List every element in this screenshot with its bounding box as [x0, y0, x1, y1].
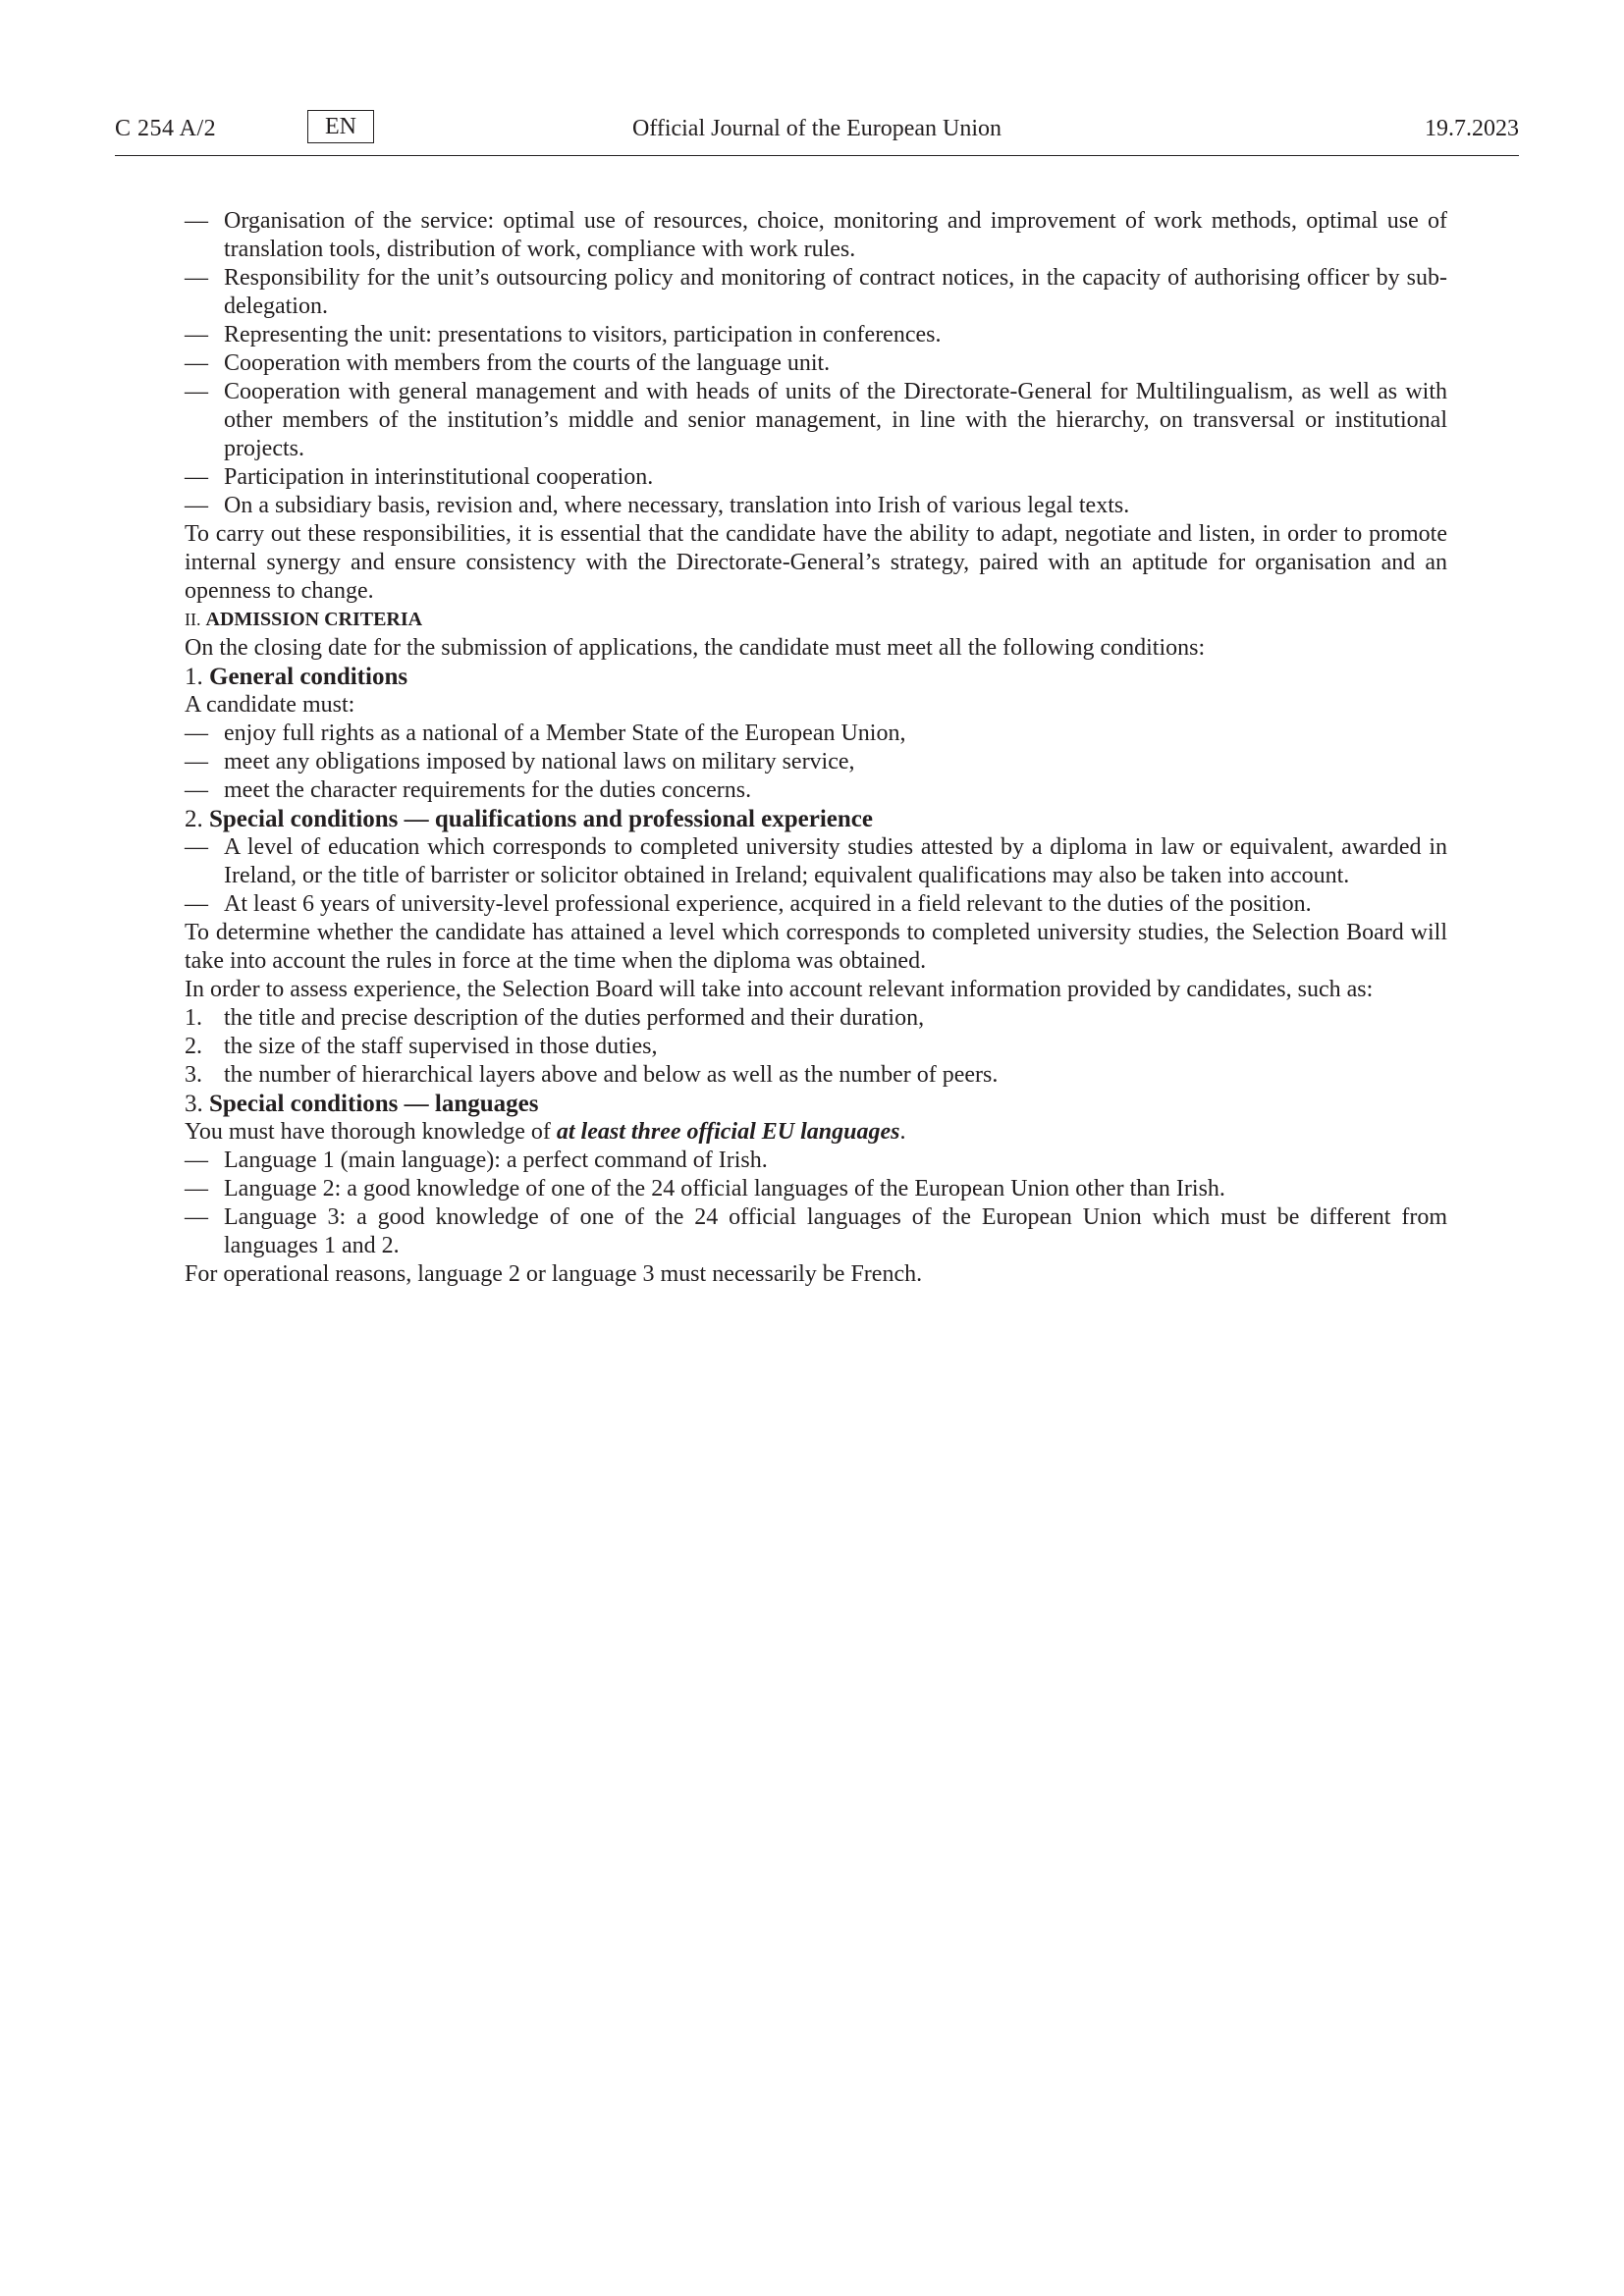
dash-marker: — — [185, 721, 208, 746]
list-item — [185, 1203, 1447, 1260]
numbered-item-text: the title and precise description of the duties performed and their duration, — [224, 1005, 925, 1031]
subsection-heading — [185, 805, 1447, 833]
list-item — [185, 349, 1447, 378]
page-header — [115, 110, 1519, 156]
dash-marker: — — [185, 379, 208, 404]
dash-marker: — — [185, 777, 208, 803]
subsection-heading — [185, 663, 1447, 691]
subsection-number: 2. — [185, 806, 203, 832]
responsibilities-paragraph: To carry out these responsibilities, it is essential that the candidate have the ability to adapt, negotiate and listen, in order to promote internal synergy and ensure consistency with the Directorate-General’s strategy, paired with an aptitude for organisation and an openness to change. — [185, 521, 1447, 604]
item-number: 2. — [185, 1034, 202, 1059]
list-item — [185, 463, 1447, 492]
publication-date: 19.7.2023 — [1425, 116, 1519, 141]
dash-marker: — — [185, 265, 208, 291]
dash-marker: — — [185, 350, 208, 376]
languages-intro — [185, 1118, 1447, 1147]
item-number: 3. — [185, 1062, 202, 1088]
dash-marker: — — [185, 208, 208, 234]
subsection-number: 3. — [185, 1091, 203, 1117]
dash-marker: — — [185, 834, 208, 860]
dash-marker: — — [185, 464, 208, 490]
list-item-text: Language 1 (main language): a perfect command of Irish. — [224, 1148, 768, 1173]
document-body — [185, 207, 1447, 1289]
section-intro: On the closing date for the submission of applications, the candidate must meet all the following conditions: — [185, 635, 1206, 661]
intro-end: . — [899, 1119, 906, 1145]
list-item-text: Organisation of the service: optimal use of resources, choice, monitoring and improvement of work methods, optimal use of translation tools, distribution of work, compliance with work rules. — [224, 208, 1447, 262]
list-item — [185, 748, 1447, 776]
list-item-text: Cooperation with members from the courts of the language unit. — [224, 350, 831, 376]
list-item-text: Language 3: a good knowledge of one of the 24 official languages of the European Union which must be different from languages 1 and 2. — [224, 1204, 1447, 1258]
dash-marker: — — [185, 749, 208, 774]
dash-marker: — — [185, 891, 208, 917]
dash-marker: — — [185, 1204, 208, 1230]
list-item-text: On a subsidiary basis, revision and, where necessary, translation into Irish of various legal texts. — [224, 493, 1130, 518]
journal-title: Official Journal of the European Union — [631, 116, 1002, 141]
dash-marker: — — [185, 322, 208, 347]
diploma-paragraph: To determine whether the candidate has attained a level which corresponds to completed university studies, the Selection Board will take into account the rules in force at the time when the diploma was obtained. — [185, 920, 1447, 974]
numbered-item-text: the number of hierarchical layers above and below as well as the number of peers. — [224, 1062, 999, 1088]
list-item — [185, 264, 1447, 321]
experience-paragraph: In order to assess experience, the Selection Board will take into account relevant information provided by candidates, such as: — [185, 977, 1374, 1002]
dash-marker: — — [185, 1148, 208, 1173]
list-item — [185, 1147, 1447, 1175]
emphasis-text: at least three official EU languages — [556, 1119, 900, 1145]
list-item — [185, 890, 1447, 919]
list-item — [185, 321, 1447, 349]
dash-marker: — — [185, 493, 208, 518]
numbered-item — [185, 1033, 1447, 1061]
list-item-text: Participation in interinstitutional cooperation. — [224, 464, 654, 490]
journal-reference: C 254 A/2 — [115, 116, 217, 141]
list-item-text: Representing the unit: presentations to visitors, participation in conferences. — [224, 322, 942, 347]
intro-text: You must have thorough knowledge of — [185, 1119, 557, 1145]
numbered-item — [185, 1061, 1447, 1090]
list-item-text: At least 6 years of university-level professional experience, acquired in a field relevant to the duties of the position. — [224, 891, 1312, 917]
subsection-title: Special conditions — qualifications and professional experience — [209, 806, 873, 832]
list-item-text: meet any obligations imposed by national laws on military service, — [224, 749, 855, 774]
list-item — [185, 207, 1447, 264]
list-item — [185, 492, 1447, 520]
list-item — [185, 378, 1447, 463]
section-title: ADMISSION CRITERIA — [205, 609, 423, 630]
section-number: II. — [185, 610, 201, 629]
list-item — [185, 776, 1447, 805]
item-number: 1. — [185, 1005, 202, 1031]
list-item-text: Language 2: a good knowledge of one of the 24 official languages of the European Union other than Irish. — [224, 1176, 1225, 1201]
dash-marker: — — [185, 1176, 208, 1201]
subsection-title: General conditions — [209, 664, 408, 690]
list-item — [185, 833, 1447, 890]
list-item-text: Responsibility for the unit’s outsourcing policy and monitoring of contract notices, in the capacity of authorising officer by sub-delegation. — [224, 265, 1447, 319]
subsection-heading — [185, 1090, 1447, 1118]
list-item-text: meet the character requirements for the duties concerns. — [224, 777, 752, 803]
subsection-number: 1. — [185, 664, 203, 690]
section-heading — [185, 606, 1447, 634]
numbered-item-text: the size of the staff supervised in those duties, — [224, 1034, 658, 1059]
operational-note: For operational reasons, language 2 or language 3 must necessarily be French. — [185, 1261, 923, 1287]
subsection-intro: A candidate must: — [185, 692, 355, 718]
subsection-title: Special conditions — languages — [209, 1091, 539, 1117]
list-item — [185, 720, 1447, 748]
list-item-text: enjoy full rights as a national of a Member State of the European Union, — [224, 721, 906, 746]
language-badge: EN — [307, 110, 374, 143]
numbered-item — [185, 1004, 1447, 1033]
list-item-text: A level of education which corresponds to completed university studies attested by a diploma in law or equivalent, awarded in Ireland, or the title of barrister or solicitor obtained in Ireland; equivalent qualifications may also be taken into account. — [224, 834, 1447, 888]
list-item — [185, 1175, 1447, 1203]
list-item-text: Cooperation with general management and with heads of units of the Directorate-General for Multilingualism, as well as with other members of the institution’s middle and senior management, in line with the hierarchy, on transversal or institutional projects. — [224, 379, 1447, 461]
